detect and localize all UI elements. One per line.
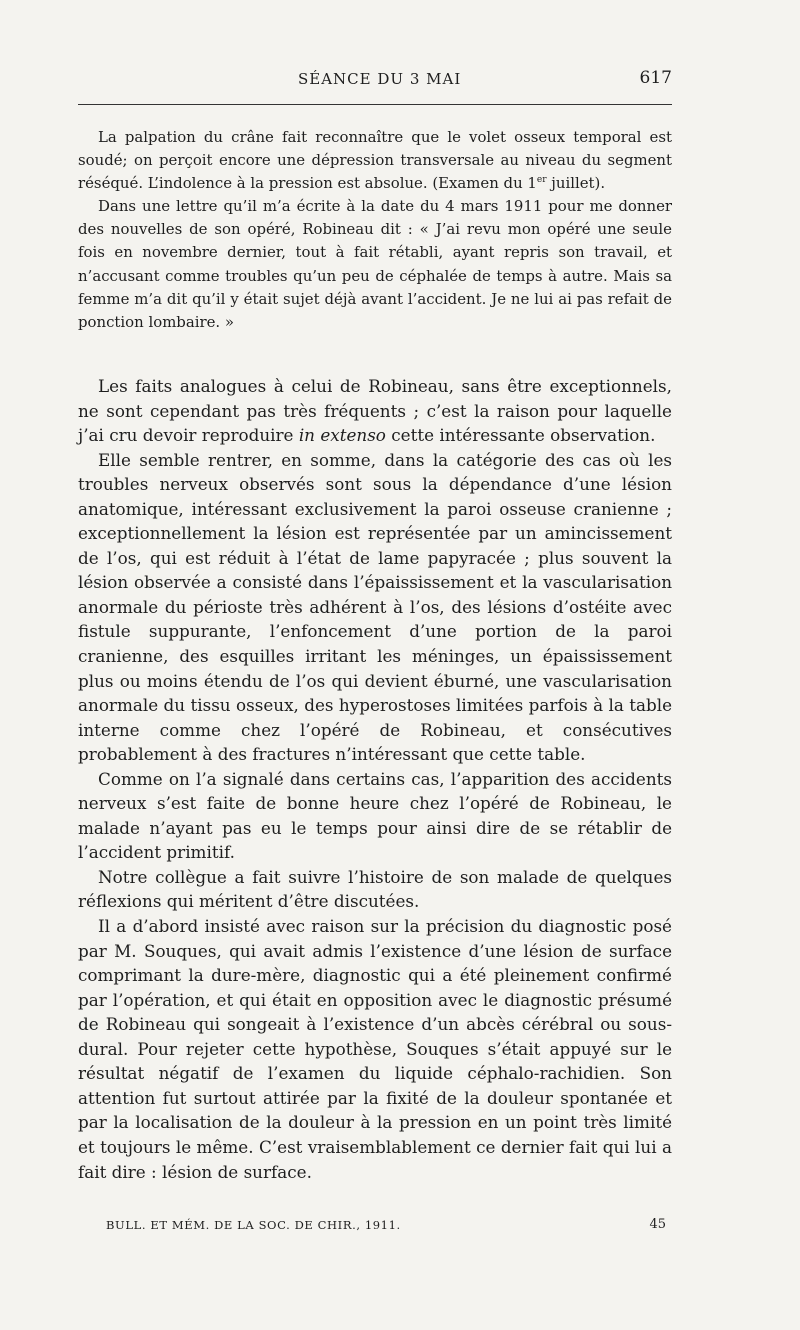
journal-reference: BULL. ET MÉM. DE LA SOC. DE CHIR., 1911.	[106, 1218, 401, 1232]
header-rule	[78, 104, 672, 105]
superscript: er	[536, 175, 547, 186]
paragraph: Comme on l’a signalé dans certains cas, l’apparition des accidents nerveux s’est faite de bonne heure chez l’opéré de Robineau, le malade n’ayant pas eu le temps pour ainsi dire de se rétablir de l’accident primitif.	[78, 768, 672, 863]
paragraph: Notre collègue a fait suivre l’histoire de son malade de quelques réflexions qui méritent d’être discutées.	[78, 866, 672, 912]
page-number: 617	[639, 68, 672, 88]
running-title: SÉANCE DU 3 MAI	[298, 70, 462, 88]
signature-mark: 45	[649, 1217, 666, 1232]
italic-phrase: in extenso	[298, 425, 386, 446]
observation-end-block	[78, 126, 672, 334]
paragraph: Il a d’abord insisté avec raison sur la précision du diagnostic posé par M. Souques, qui avait admis l’existence d’une lésion de surface comprimant la dure-mère, diagnostic qui a été pleinement confirmé par l’opération, et qui était en opposition avec le diagnostic présumé de Robineau qui songeait à l’existence d’un abcès cérébral ou sous-dural. Pour rejeter cette hypothèse, Souques s’était appuyé sur le résultat négatif de l’examen du liquide céphalo-rachidien. Son attention fut surtout attirée par la fixité de la douleur spontanée et par la localisation de la douleur à la pression en un point très limité et toujours le même. C’est vraisemblablement ce dernier fait qui lui a fait dire : lésion de surface.	[78, 916, 672, 1182]
main-text-block	[78, 374, 672, 1184]
paragraph: Elle semble rentrer, en somme, dans la catégorie des cas où les troubles nerveux observés sont sous la dépendance d’une lésion anatomique, intéressant exclusivement la paroi osseuse cranienne ; exceptionnellement la lésion est représentée par un amincissement de l’os, qui est réduit à l’état de lame papyracée ; plus souvent la lésion observée a consisté dans l’épaississement et la vascularisation anormale du périoste très adhérent à l’os, des lésions d’ostéite avec fistule suppurante, l’enfoncement d’une portion de la paroi cranienne, des esquilles irritant les méninges, un épaississement plus ou moins étendu de l’os qui devient éburné, une vascularisation anormale du tissu osseux, des hyperostoses limitées parfois à la table interne comme chez l’opéré de Robineau, et consécutives probablement à des fractures n’intéressant que cette table.	[78, 449, 672, 765]
paragraph: La palpation du crâne fait reconnaître que le volet osseux temporal est soudé; on perçoit encore une dépression transversale au niveau du segment réséqué. L’indolence à la pression est absolue. (Examen du 1er juillet).	[78, 128, 672, 193]
paragraph: Les faits analogues à celui de Robineau, sans être exceptionnels, ne sont cependant pas très fréquents ; c’est la raison pour laquelle j’ai cru devoir reproduire in extenso cette intéressante observation.	[78, 376, 672, 446]
paragraph: Dans une lettre qu’il m’a écrite à la date du 4 mars 1911 pour me donner des nouvelles de son opéré, Robineau dit : « J’ai revu mon opéré une seule fois en novembre dernier, tout à fait rétabli, ayant repris son travail, et n’accusant comme troubles qu’un peu de céphalée de temps à autre. Mais sa femme m’a dit qu’il y était sujet déjà avant l’accident. Je ne lui ai pas refait de ponction lombaire. »	[78, 197, 672, 331]
page-footer	[78, 1218, 672, 1238]
page-header	[78, 68, 672, 92]
